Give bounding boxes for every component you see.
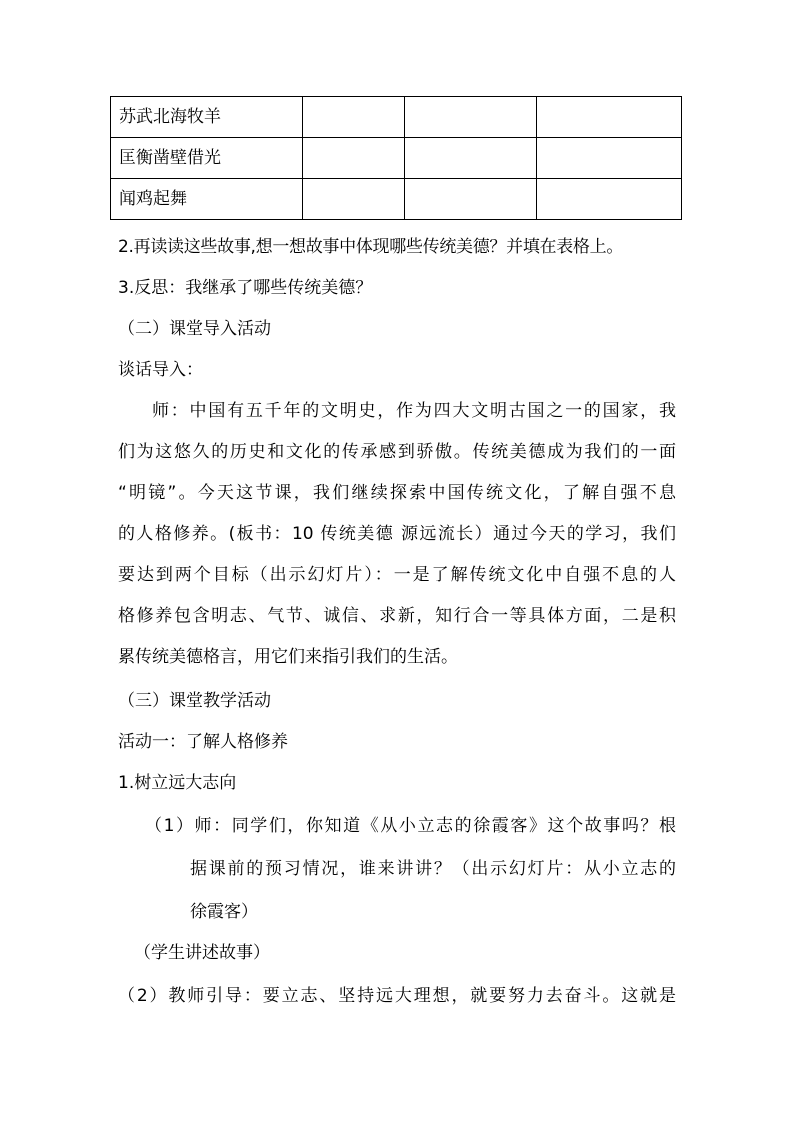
blank-cell bbox=[405, 179, 537, 220]
step-3-text: 3.反思：我继承了哪些传统美德？ bbox=[118, 278, 373, 298]
student-activity-note: （学生讲述故事） bbox=[134, 943, 270, 963]
table-row bbox=[111, 97, 682, 138]
paragraph-line: “明镜”。今天这节课，我们继续探索中国传统文化，了解自强不息 bbox=[118, 483, 676, 503]
blank-cell bbox=[303, 138, 405, 179]
paragraph-line: 们为这悠久的历史和文化的传承感到骄傲。传统美德成为我们的一面 bbox=[118, 442, 676, 462]
paragraph-line: 要达到两个目标（出示幻灯片）：一是了解传统文化中自强不息的人 bbox=[118, 565, 676, 585]
talk-intro-label: 谈话导入： bbox=[118, 360, 203, 380]
activity-1-heading: 活动一：了解人格修养 bbox=[118, 732, 288, 752]
story-name-cell: 闻鸡起舞 bbox=[111, 179, 303, 220]
paragraph-line: 的人格修养。(板书：10 传统美德 源远流长）通过今天的学习，我们 bbox=[118, 524, 676, 544]
blank-cell bbox=[303, 179, 405, 220]
table-row bbox=[111, 138, 682, 179]
story-virtue-table bbox=[110, 96, 682, 220]
blank-cell bbox=[537, 179, 682, 220]
blank-cell bbox=[537, 138, 682, 179]
question-1-line: （1）师：同学们，你知道《从小立志的徐霞客》这个故事吗？根 bbox=[145, 816, 676, 836]
section-heading-3: （三）课堂教学活动 bbox=[118, 691, 271, 711]
step-2-text: 2.再读读这些故事,想一想故事中体现哪些传统美德？并填在表格上。 bbox=[118, 237, 624, 257]
question-1-line: 徐霞客） bbox=[190, 902, 258, 922]
story-name-cell: 匡衡凿壁借光 bbox=[111, 138, 303, 179]
blank-cell bbox=[537, 97, 682, 138]
question-2-line: （2）教师引导：要立志、坚持远大理想，就要努力去奋斗。这就是 bbox=[118, 986, 676, 1006]
table-row bbox=[111, 179, 682, 220]
paragraph-line: 格修养包含明志、气节、诚信、求新，知行合一等具体方面，二是积 bbox=[118, 606, 676, 626]
section-heading-2: （二）课堂导入活动 bbox=[118, 319, 271, 339]
story-name-cell: 苏武北海牧羊 bbox=[111, 97, 303, 138]
paragraph-line: 师：中国有五千年的文明史，作为四大文明古国之一的国家，我 bbox=[152, 401, 676, 421]
question-1-line: 据课前的预习情况，谁来讲讲？（出示幻灯片：从小立志的 bbox=[190, 859, 676, 879]
blank-cell bbox=[405, 138, 537, 179]
item-1-heading: 1.树立远大志向 bbox=[118, 773, 237, 793]
blank-cell bbox=[303, 97, 405, 138]
paragraph-line: 累传统美德格言，用它们来指引我们的生活。 bbox=[118, 647, 458, 667]
blank-cell bbox=[405, 97, 537, 138]
